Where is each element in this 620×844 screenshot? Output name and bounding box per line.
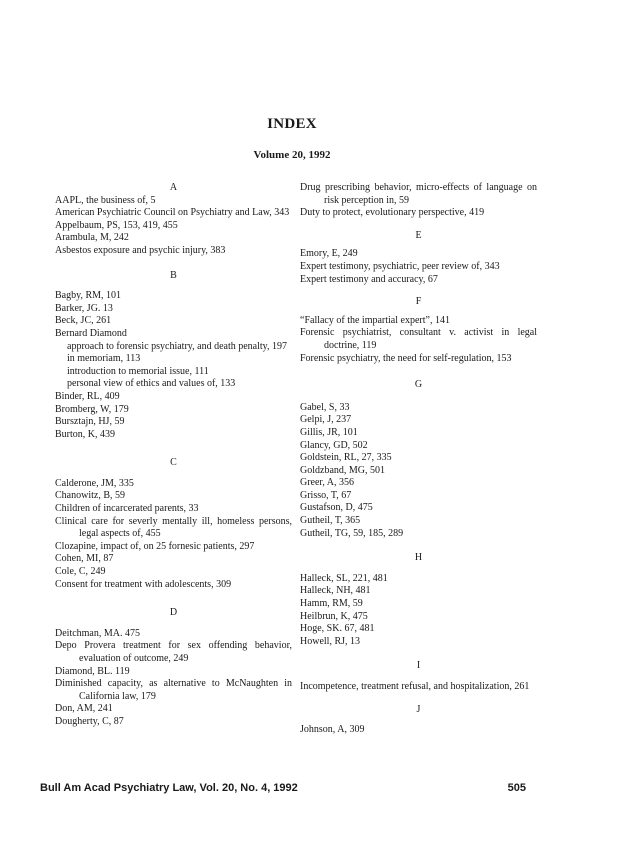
section-b [55, 270, 292, 442]
index-entry: Arambula, M, 242 [55, 232, 129, 244]
section-letter: B [170, 269, 177, 281]
index-entry: Drug prescribing behavior, micro-effects of language on risk perception in, 59 [300, 182, 537, 206]
index-entry: Gillis, JR, 101 [300, 426, 358, 438]
index-entry: Diamond, BL. 119 [55, 665, 130, 677]
index-entry: Gutheil, T, 365 [300, 515, 361, 527]
section-d-continued [300, 182, 537, 220]
index-entry: Gabel, S, 33 [300, 401, 350, 413]
volume-subtitle: Volume 20, 1992 [253, 149, 331, 161]
right-column [300, 182, 537, 737]
index-subentry: approach to forensic psychiatry, and death penalty, 197 [67, 340, 288, 352]
index-entry: Cohen, MI, 87 [55, 553, 114, 565]
index-entry: Hamm, RM, 59 [300, 598, 363, 610]
index-entry: Johnson, A, 309 [300, 724, 365, 736]
index-entry: Greer, A, 356 [300, 477, 355, 489]
index-entry: AAPL, the business of, 5 [55, 194, 156, 206]
section-letter: C [170, 457, 177, 469]
index-entry: Expert testimony and accuracy, 67 [300, 273, 438, 285]
index-subentry: introduction to memorial issue, 111 [67, 365, 209, 377]
section-letter: D [169, 607, 178, 619]
index-entry: Don, AM, 241 [55, 703, 113, 715]
index-entry: Halleck, NH, 481 [300, 585, 371, 597]
index-entry: Asbestos exposure and psychic injury, 383 [55, 244, 226, 256]
index-subentry: in memoriam, 113 [67, 353, 141, 365]
index-entry: Incompetence, treatment refusal, and hospitalization, 261 [300, 681, 530, 692]
section-f [300, 296, 537, 365]
section-letter: A [169, 182, 178, 193]
index-entry: Chanowitz, B, 59 [55, 490, 125, 502]
index-entry: Glancy, GD, 502 [300, 439, 368, 451]
index-entry: Children of incarcerated parents, 33 [55, 503, 199, 515]
index-entry: Burton, K, 439 [55, 428, 115, 440]
index-subentry: personal view of ethics and values of, 133 [67, 378, 236, 390]
index-entry: “Fallacy of the impartial expert”, 141 [300, 314, 450, 326]
index-entry: Gustafson, D, 475 [300, 502, 373, 514]
index-entry: Emory, E, 249 [300, 248, 358, 260]
section-g [300, 379, 537, 540]
section-letter: J [416, 703, 421, 715]
index-entry: Heilbrun, K, 475 [300, 610, 368, 622]
index-entry: Gutheil, TG, 59, 185, 289 [300, 527, 404, 539]
left-column [55, 182, 292, 729]
section-letter: E [415, 229, 422, 241]
index-entry: Deitchman, MA. 475 [55, 627, 140, 639]
index-entry: Barker, JG. 13 [55, 302, 113, 314]
section-letter: F [415, 296, 422, 308]
index-entry: Bernard Diamond [55, 327, 127, 339]
index-entry: Appelbaum, PS, 153, 419, 455 [55, 219, 178, 231]
index-entry: Clinical care for severly mentally ill, homeless persons, legal aspects of, 455 [55, 515, 292, 540]
section-c [55, 457, 292, 591]
index-entry: Halleck, SL, 221, 481 [300, 572, 388, 584]
index-entry: Dougherty, C, 87 [55, 715, 124, 727]
index-entry: Diminished capacity, as alternative to McNaughten in California law, 179 [55, 678, 292, 702]
index-entry: Binder, RL, 409 [55, 390, 120, 402]
section-i [300, 660, 537, 693]
journal-citation: Bull Am Acad Psychiatry Law, Vol. 20, No. 4, 1992 [40, 782, 298, 794]
index-entry: Forensic psychiatrist, consultant v. activist in legal doctrine, 119 [300, 327, 537, 351]
section-j [300, 704, 537, 737]
index-entry: Forensic psychiatry, the need for self-regulation, 153 [300, 352, 512, 364]
index-entry: Grisso, T, 67 [300, 489, 352, 501]
index-entry: Duty to protect, evolutionary perspective, 419 [300, 207, 485, 219]
index-entry: Bromberg, W, 179 [55, 403, 129, 415]
index-entry: Consent for treatment with adolescents, 309 [55, 578, 232, 590]
section-h [300, 552, 537, 648]
index-entry: American Psychiatric Council on Psychiatry and Law, 343 [55, 207, 290, 219]
index-entry: Bursztajn, HJ, 59 [55, 416, 125, 428]
index-entry: Goldzband, MG, 501 [300, 464, 385, 476]
page-number: 505 [507, 782, 526, 794]
section-a [55, 182, 292, 258]
section-letter: I [416, 660, 421, 672]
index-entry: Expert testimony, psychiatric, peer review of, 343 [300, 260, 500, 272]
index-entry: Bagby, RM, 101 [55, 290, 122, 302]
index-entry: Howell, RJ, 13 [300, 635, 360, 647]
index-entry: Hoge, SK. 67, 481 [300, 623, 375, 635]
index-entry: Beck, JC, 261 [55, 315, 112, 327]
index-entry: Cole, C, 249 [55, 566, 106, 578]
index-entry: Clozapine, impact of, on 25 fornesic patients, 297 [55, 540, 255, 552]
index-entry: Goldstein, RL, 27, 335 [300, 452, 392, 464]
section-letter: H [414, 552, 423, 564]
index-entry: Depo Provera treatment for sex offending behavior, evaluation of outcome, 249 [55, 640, 292, 664]
section-d [55, 607, 292, 728]
index-entry: Gelpi, J, 237 [300, 414, 352, 426]
index-title: INDEX [267, 116, 317, 132]
section-e [300, 230, 537, 286]
section-letter: G [414, 379, 423, 391]
index-entry: Calderone, JM, 335 [55, 477, 134, 489]
